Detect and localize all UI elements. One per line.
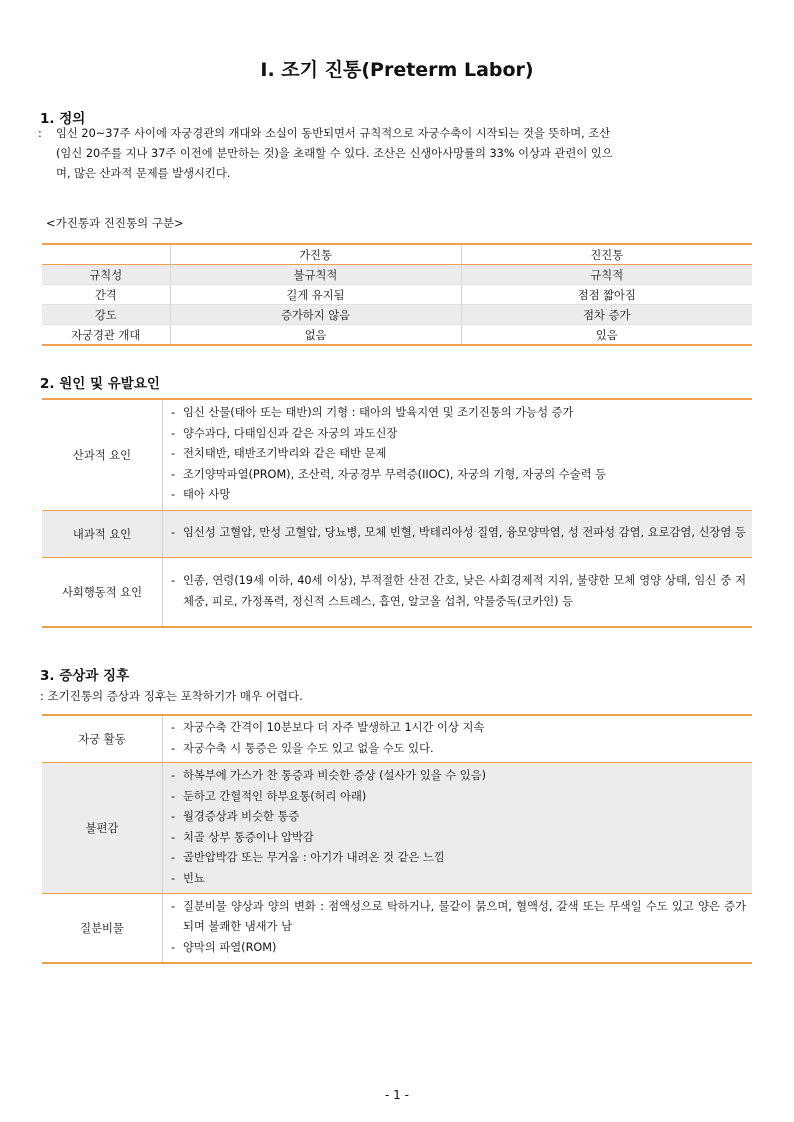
page-number: - 1 - [385,1088,409,1102]
row-items: - 임신 산물(태아 또는 태반)의 기형 : 태아의 발육지연 및 조기진통의 가능성 증가 - 양수과다, 다태임신과 같은 자궁의 과도신장 - 전치태반, 태반조기박리와 같은 태반 문제 - 조기양막파열(PROM), 조산력, 자궁경부 무력증(IIOC), 자궁의 기형, 자궁의 수술력 등 - 태아 사망 [163,399,753,511]
definition-line-2: (임신 20주를 지나 37주 이전에 분만하는 것)을 초래할 수 있다. 조산은 신생아사망률의 33% 이상과 관련이 있으 [56,147,613,160]
row-label: 내과적 요인 [42,511,163,558]
table-cell: 길게 유지됨 [170,285,461,305]
list-item: 임신 산물(태아 또는 태반)의 기형 : 태아의 발육지연 및 조기진통의 가능성 증가 [183,406,574,420]
comparison-header-cell [42,244,170,265]
row-label: 자궁 활동 [42,715,163,763]
table-row [42,285,752,305]
table-cell: 자궁경관 개대 [71,328,141,342]
causes-table [42,398,752,628]
list-item: 태아 사망 [183,488,231,502]
table-cell: 규칙성 [89,268,123,282]
table-cell: 점점 짧아짐 [461,285,752,305]
definition-line-3: 며, 많은 산과적 문제를 발생시킨다. [56,167,231,180]
table-row [42,558,752,628]
list-item: 하복부에 가스가 찬 통증과 비슷한 증상 (설사가 있을 수 있음) [183,769,487,782]
comparison-table [42,243,752,346]
table-cell: 있음 [461,325,752,346]
list-item: 전치태반, 태반조기박리와 같은 태반 문제 [183,447,387,461]
list-item: 치골 상부 통증이나 압박감 [183,830,314,844]
row-label: 산과적 요인 [42,399,163,511]
definition-paragraph [38,124,756,184]
list-item: 양막의 파열(ROM) [183,940,277,954]
table-row [42,715,752,763]
comparison-header-row [42,244,752,265]
definition-lead: : [38,127,42,140]
row-label: 질분비물 [42,894,163,964]
table-cell: 증가하지 않음 [170,305,461,325]
table-cell: 점차 증가 [461,305,752,325]
symptoms-table [42,714,752,964]
list-item: 자궁수축 시 통증은 있을 수도 있고 없을 수도 있다. [183,741,434,755]
table-cell: 강도 [94,308,117,322]
row-label: 불편감 [42,763,163,894]
row-items: - 임신성 고혈압, 만성 고혈압, 당뇨병, 모체 빈혈, 박테리아성 질염, 융모양막염, 성 전파성 감염, 요로감염, 신장염 등 [163,511,753,558]
list-item: 빈뇨 [183,871,205,885]
row-items: - 인종, 연령(19세 이하, 40세 이상), 부적절한 산전 간호, 낮은 사회경제적 지위, 불량한 모체 영양 상태, 임신 중 저체중, 피로, 가정폭력, 정신적 스트레스, 흡연, 알코올 섭취, 약물중독(코카인) 등 [163,558,753,628]
definition-line-1: 임신 20~37주 사이에 자궁경관의 개대와 소실이 동반되면서 규칙적으로 자궁수축이 시작되는 것을 뜻하며, 조산 [56,127,611,140]
list-item: 질분비물 양상과 양의 변화 : 점액성으로 탁하거나, 물같이 묽으며, 혈액성, 갈색 또는 무색일 수도 있고 양은 증가되며 불쾌한 냄새가 남 [183,899,746,934]
symptoms-intro: : 조기진통의 증상과 징후는 포착하기가 매우 어렵다. [40,689,303,703]
section-heading-symptoms: 3. 증상과 징후 [40,668,130,684]
row-items: - 하복부에 가스가 찬 통증과 비슷한 증상 (설사가 있을 수 있음) - 둔하고 간헐적인 하부요통(허리 아래) - 월경증상과 비슷한 통증 - 치골 상부 통증이나 압박감 - 골반압박감 또는 무거움 : 아기가 내려온 것 같은 느낌 - 빈뇨 [163,763,753,894]
list-item: 임신성 고혈압, 만성 고혈압, 당뇨병, 모체 빈혈, 박테리아성 질염, 융모양막염, 성 전파성 감염, 요로감염, 신장염 등 [183,526,746,540]
table-row [42,305,752,325]
comparison-header-cell: 가진통 [170,244,461,265]
list-item: 둔하고 간헐적인 하부요통(허리 아래) [183,789,367,803]
list-item: 자궁수축 간격이 10분보다 더 자주 발생하고 1시간 이상 지속 [183,721,485,734]
table-row [42,894,752,964]
page-title: Ⅰ. 조기 진통(Preterm Labor) [260,59,534,81]
table-row [42,763,752,894]
list-item: 골반압박감 또는 무거움 : 아기가 내려온 것 같은 느낌 [183,851,445,864]
table-row [42,265,752,285]
table-row [42,399,752,511]
table-cell: 불규칙적 [170,265,461,285]
list-item: 월경증상과 비슷한 통증 [183,810,300,823]
section-heading-causes: 2. 원인 및 유발요인 [40,376,160,392]
row-label: 사회행동적 요인 [42,558,163,628]
row-items: - 질분비물 양상과 양의 변화 : 점액성으로 탁하거나, 물같이 묽으며, 혈액성, 갈색 또는 무색일 수도 있고 양은 증가되며 불쾌한 냄새가 남 - 양막의 파열(ROM) [163,894,753,964]
table-cell: 규칙적 [461,265,752,285]
comparison-header-cell: 진진통 [461,244,752,265]
table-cell: 없음 [170,325,461,346]
table-cell: 간격 [94,288,117,302]
comparison-caption: <가진통과 진진통의 구분> [46,216,184,230]
table-row [42,325,752,346]
section-heading-definition: 1. 정의 [40,111,86,127]
table-row [42,511,752,558]
list-item: 양수과다, 다태임신과 같은 자궁의 과도신장 [183,426,398,440]
list-item: 인종, 연령(19세 이하, 40세 이상), 부적절한 산전 간호, 낮은 사회경제적 지위, 불량한 모체 영양 상태, 임신 중 저체중, 피로, 가정폭력, 정신적 스트레스, 흡연, 알코올 섭취, 약물중독(코카인) 등 [183,574,747,608]
row-items: - 자궁수축 간격이 10분보다 더 자주 발생하고 1시간 이상 지속 - 자궁수축 시 통증은 있을 수도 있고 없을 수도 있다. [163,715,753,763]
list-item: 조기양막파열(PROM), 조산력, 자궁경부 무력증(IIOC), 자궁의 기형, 자궁의 수술력 등 [183,467,607,481]
